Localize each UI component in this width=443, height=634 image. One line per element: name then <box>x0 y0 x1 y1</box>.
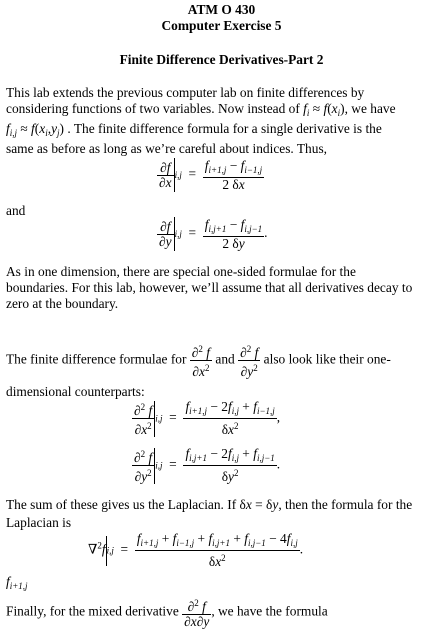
stray-symbol: $f_{i+1,j}$ <box>6 574 28 591</box>
intro-line-1: This lab extends the previous computer lab on finite differences by <box>6 85 365 100</box>
intro-line-2: considering functions of two variables. Now instead of $f_i \approx f(x_i)$, we have <box>6 101 396 118</box>
approx-formula-1d: $f_i \approx f(x_i)$ <box>303 101 345 118</box>
second-deriv-line-1: The finite difference formulae for $\frac{\partial^2 f}{\partial x^2}$ and $\frac{\partial^2 f}{\partial y^2}$ also look like their one- <box>6 344 391 379</box>
equation-dfdy: $\frac{\partial f}{\partial y}$ i,j = $\frac{f_{i,j+1} - f_{i,j-1}}{2 \delta y}$ . <box>159 216 268 251</box>
and-text: and <box>6 203 26 218</box>
intro-line-3: $f_{i,j} \approx f(x_i,y_j)$ . The finite difference formula for a single derivative is the <box>6 121 382 138</box>
intro-line-4: same as before as long as we’re careful about indices. Thus, <box>6 141 328 156</box>
course-heading: ATM O 430 <box>187 2 256 17</box>
page-title: Finite Difference Derivatives-Part 2 <box>119 52 324 67</box>
second-deriv-line-2: dimensional counterparts: <box>6 384 145 399</box>
boundary-line-3: zero at the boundary. <box>6 296 119 311</box>
equation-d2fdy2: $\frac{\partial^2 f}{\partial y^2}$ i,j = $\frac{f_{i,j+1} - 2f_{i,j} + f_{i,j-1}}{\delta y^2}$ . <box>134 446 281 484</box>
equation-dfdx: $\frac{\partial f}{\partial x}$ i,j = $\frac{f_{i+1,j} - f_{i-1,j}}{2 \delta x}$ <box>159 157 263 192</box>
grid-spacing-equality: δx = δy <box>239 497 279 512</box>
mixed-deriv-line: Finally, for the mixed derivative $\frac{\partial^2 f}{\partial x\partial y}$ , we have the formula <box>6 598 328 629</box>
laplacian-line-2: Laplacian is <box>6 515 72 530</box>
equation-d2fdx2: $\frac{\partial^2 f}{\partial x^2}$ i,j = $\frac{f_{i+1,j} - 2f_{i,j} + f_{i-1,j}}{\delta x^2}$ , <box>134 399 281 437</box>
boundary-line-2: boundaries. For this lab, however, we’ll assume that all derivatives decay to <box>6 280 413 295</box>
boundary-line-1: As in one dimension, there are special one-sided formulae for the <box>6 264 356 279</box>
laplacian-line-1: The sum of these gives us the Laplacian. If δx = δy, then the formula for the <box>6 497 413 512</box>
exercise-heading: Computer Exercise 5 <box>161 18 282 33</box>
approx-formula-2d: $f_{i,j} \approx f(x_i,y_j)$ <box>6 121 65 138</box>
equation-laplacian: ∇$^2$fi,j = $\frac{f_{i+1,j} + f_{i-1,j} + f_{i,j+1} + f_{i,j-1} - 4f_{i,j}}{\delta x^2}$ . <box>88 531 304 569</box>
